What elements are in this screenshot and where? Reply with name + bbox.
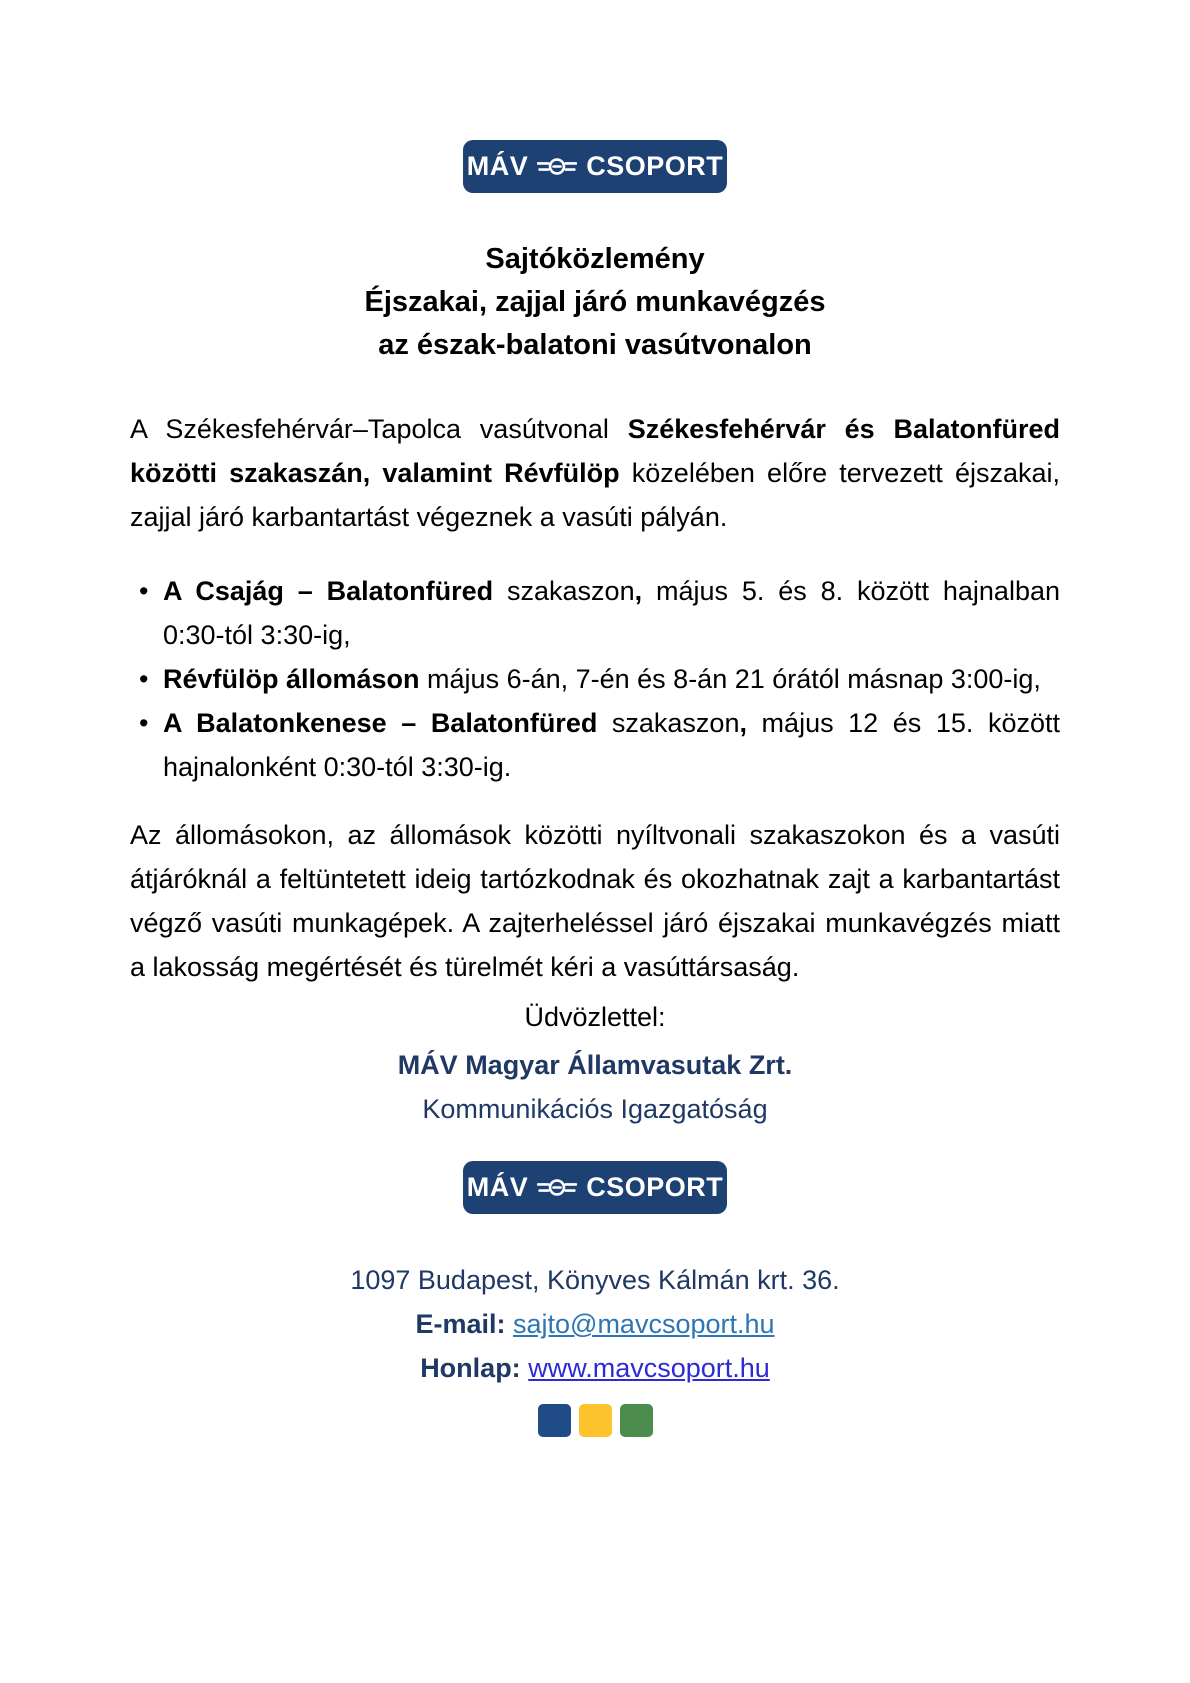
document-title <box>0 238 1190 367</box>
intro-paragraph: A Székesfehérvár–Tapolca vasútvonal Székesfehérvár és Balatonfüred közötti szakaszán, valamint Révfülöp közelében előre tervezett éjszakai, zajjal járó karbantartást végeznek a vasúti pályán. <box>130 414 1061 532</box>
title-line-press-release: Sajtóközlemény <box>485 243 705 275</box>
company-name: MÁV Magyar Államvasutak Zrt. <box>397 1050 793 1080</box>
website-line <box>0 1346 1190 1390</box>
website-link[interactable]: www.mavcsoport.hu <box>528 1353 770 1383</box>
postal-address: 1097 Budapest, Könyves Kálmán krt. 36. <box>350 1265 840 1295</box>
green-square <box>620 1404 653 1437</box>
winged-wheel-icon <box>537 1176 577 1199</box>
mav-csoport-logo-bottom <box>463 1161 727 1214</box>
document-body <box>0 367 1190 989</box>
yellow-square <box>579 1404 612 1437</box>
email-line <box>0 1302 1190 1346</box>
title-line-location: az észak-balatoni vasútvonalon <box>378 329 812 361</box>
list-item: • Révfülöp állomáson május 6-án, 7-én és 8-án 21 órától másnap 3:00-ig, <box>130 657 1060 701</box>
website-label: Honlap: <box>420 1353 521 1383</box>
salutation: Üdvözlettel: <box>524 1002 666 1032</box>
list-item: • A Csajág – Balatonfüred szakaszon, május 5. és 8. között hajnalban 0:30-tól 3:30-ig, <box>130 569 1060 657</box>
blue-square <box>538 1404 571 1437</box>
department-name: Kommunikációs Igazgatóság <box>422 1094 768 1124</box>
logo-text-mav: MÁV <box>466 1172 529 1202</box>
email-label: E-mail: <box>415 1309 506 1339</box>
logo-text-csoport: CSOPORT <box>586 1172 724 1202</box>
logo-text-mav: MÁV <box>466 151 529 181</box>
maintenance-schedule-list <box>130 569 1060 789</box>
mav-csoport-logo-top <box>463 140 727 193</box>
list-item: • A Balatonkenese – Balatonfüred szakaszon, május 12 és 15. között hajnalonként 0:30-tól 3:30-ig. <box>130 701 1060 789</box>
logo-text-csoport: CSOPORT <box>586 151 724 181</box>
email-link[interactable]: sajto@mavcsoport.hu <box>513 1309 775 1339</box>
brand-squares <box>0 1404 1190 1437</box>
info-paragraph: Az állomásokon, az állomások közötti nyíltvonali szakaszokon és a vasúti átjáróknál a feltüntetett ideig tartózkodnak és okozhatnak zajt a karbantartást végző vasúti munkagépek. A zajterheléssel járó éjszakai munkavégzés miatt a lakosság megértését és türelmét kéri a vasúttársaság. <box>130 820 1060 982</box>
title-line-subject: Éjszakai, zajjal járó munkavégzés <box>364 286 826 318</box>
winged-wheel-icon <box>537 155 577 178</box>
